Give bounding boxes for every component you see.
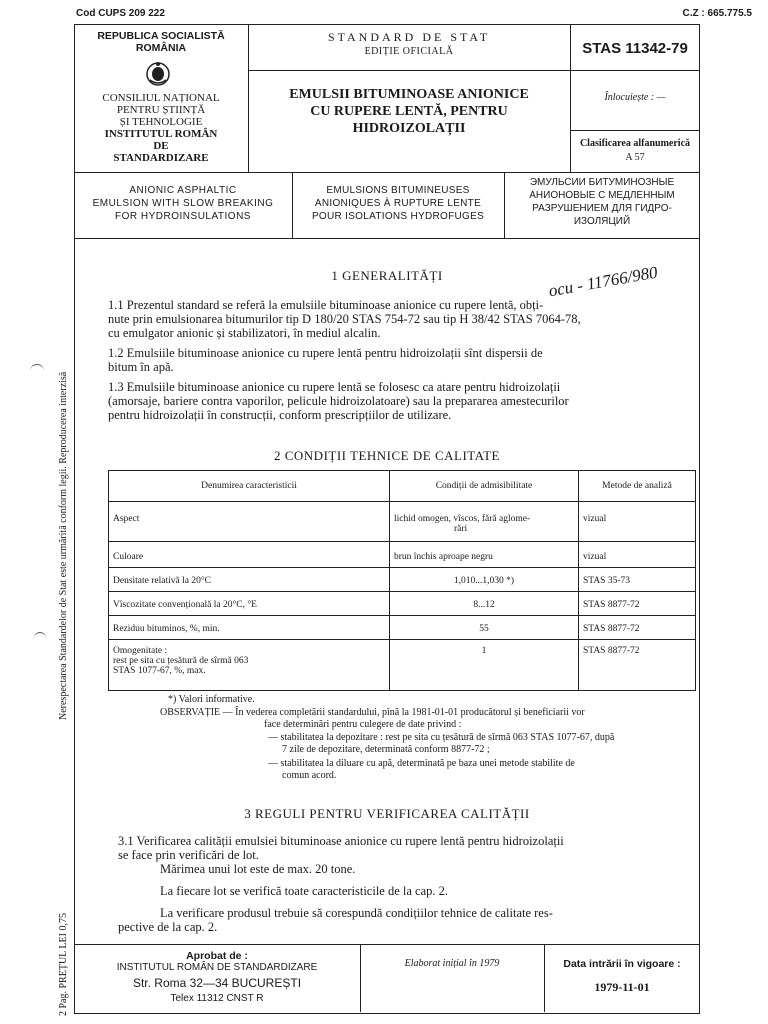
quality-conditions-table — [108, 470, 696, 691]
effective-date-label: Data intrării în vigoare : — [563, 958, 681, 970]
copyright-notice: Nerespectarea Standardelor de Stat este urmărită conform legii. Reproducerea interzisă — [58, 371, 69, 720]
admissibility-condition: 1,010...1,030 *) — [390, 568, 579, 592]
table-header-cell: Metode de analiză — [579, 471, 696, 502]
table-header-cell: Condiții de admisibilitate — [390, 471, 579, 502]
paragraph-1-1: 1.1 Prezentul standard se referă la emulsiile bituminoase anionice cu rupere lentă, obți- nute prin emulsionarea bitumurilor tip D 180/20 STAS 754-72 sau tip H 38/42 STAS 7064-78, cu emulgator anionic și stabilizatori, în mediul alcalin. — [108, 298, 581, 340]
section-1-title: 1 GENERALITĂȚI — [331, 268, 443, 283]
section-3-title: 3 REGULI PENTRU VERIFICAREA CALITĂȚII — [244, 806, 530, 821]
section-2-title: 2 CONDIȚII TEHNICE DE CALITATE — [273, 448, 500, 463]
classification-cz: C.Z : 665.775.5 — [682, 8, 752, 19]
edition-label: EDIȚIE OFICIALĂ — [364, 46, 454, 57]
paragraph-3-compliance: La verificare produsul trebuie să corespundă condițiilor tehnice de calitate res- pective de la cap. 2. — [118, 906, 553, 934]
observation: OBSERVAȚIE — În vederea completării standardului, pînă la 1981-01-01 producătorul și beneficiarii vor face determinări pentru culegere de date privind : — [160, 707, 585, 730]
stas-code: STAS 11342-79 — [582, 40, 688, 57]
admissibility-condition: lichid omogen, vîscos, fără aglome- rări — [390, 502, 579, 542]
observation-bullet: — stabilitatea la diluare cu apă, determinată pe baza unei metode stabilite de comun acord. — [268, 758, 575, 781]
table-row — [109, 616, 696, 640]
characteristic-name: Omogenitate : rest pe sita cu țesătură de sîrmă 063 STAS 1077-67, %, max. — [109, 640, 390, 691]
classification-value: A 57 — [625, 152, 645, 163]
paragraph-3-1: 3.1 Verificarea calității emulsiei bituminoase anionice cu rupere lentă pentru hidroizolații se face prin verificări de lot. — [118, 834, 564, 862]
admissibility-condition: 55 — [390, 616, 579, 640]
russian-title: ЭМУЛЬСИИ БИТУМИНОЗНЫЕ АНИОНОВЫЕ С МЕДЛЕННЫМ РАЗРУШЕНИЕМ ДЛЯ ГИДРО- ИЗОЛЯЦИЙ — [529, 177, 675, 227]
institute-name: INSTITUTUL ROMÂN DE STANDARDIZARE — [104, 128, 218, 164]
document-code: Cod CUPS 209 222 — [76, 8, 165, 19]
table-row — [109, 502, 696, 542]
admissibility-condition: 1 — [390, 640, 579, 691]
table-row — [109, 568, 696, 592]
classification-label: Clasificarea alfanumerică — [579, 138, 691, 149]
french-title: EMULSIONS BITUMINEUSES ANIONIQUES À RUPTURE LENTE POUR ISOLATIONS HYDROFUGES — [311, 185, 485, 222]
paragraph-3-lot-size: Mărimea unui lot este de max. 20 tone. — [160, 862, 356, 876]
analysis-method: STAS 8877-72 — [579, 592, 696, 616]
table-row — [109, 640, 696, 691]
observation-bullet: — stabilitatea la depozitare : rest pe sita cu țesătură de sîrmă 063 STAS 1077-67, după 7 zile de depozitare, determinată conform 8877-72 ; — [268, 732, 615, 755]
replaces-note: Înlocuiește : — — [604, 92, 666, 103]
characteristic-name: Reziduu bituminos, %, min. — [109, 616, 390, 640]
analysis-method: vizual — [579, 542, 696, 568]
table-header-row — [109, 471, 696, 502]
table-row — [109, 542, 696, 568]
address: Str. Roma 32—34 BUCUREȘTI — [132, 976, 302, 990]
paragraph-3-characteristics: La fiecare lot se verifică toate caracteristicile de la cap. 2. — [160, 884, 449, 898]
standard-label: STANDARD DE STAT — [327, 30, 491, 44]
table-footnote: *) Valori informative. — [168, 694, 255, 705]
approved-organization: INSTITUTUL ROMÂN DE STANDARDIZARE — [116, 962, 318, 973]
handwritten-note: ocu - 11766/980 — [547, 262, 659, 301]
elaboration-note: Elaborat inițial în 1979 — [404, 958, 500, 969]
analysis-method: vizual — [579, 502, 696, 542]
admissibility-condition: 8...12 — [390, 592, 579, 616]
paragraph-1-3: 1.3 Emulsiile bituminoase anionice cu rupere lentă se folosesc ca atare pentru hidroizolații (amorsaje, bariere contra vaporilor, pelicule hidroizolatoare) sau la prepararea amestecurilor pentru hidroizolații în construcții, conform prescripțiilor de utilizare. — [108, 380, 569, 422]
analysis-method: STAS 8877-72 — [579, 616, 696, 640]
approved-label: Aprobat de : — [186, 950, 248, 962]
document-title: EMULSII BITUMINOASE ANIONICE CU RUPERE LENTĂ, PENTRU HIDROIZOLAȚII — [289, 87, 529, 136]
table-row — [109, 592, 696, 616]
country-name: REPUBLICA SOCIALISTĂ ROMÂNIA — [97, 30, 225, 54]
characteristic-name: Aspect — [109, 502, 390, 542]
price-note: 2 Pag. PREȚUL LEI 0,75 — [58, 913, 69, 1016]
effective-date: 1979-11-01 — [594, 980, 650, 994]
characteristic-name: Vîscozitate convențională la 20°C, °E — [109, 592, 390, 616]
english-title: ANIONIC ASPHALTIC EMULSION WITH SLOW BREAKING FOR HYDROINSULATIONS — [92, 185, 274, 222]
margin-mark — [34, 632, 46, 641]
analysis-method: STAS 35-73 — [579, 568, 696, 592]
telex: Telex 11312 CNST R — [170, 993, 264, 1004]
analysis-method: STAS 8877-72 — [579, 640, 696, 691]
paragraph-1-2: 1.2 Emulsiile bituminoase anionice cu rupere lentă pentru hidroizolații sînt dispersii de bitum în apă. — [108, 346, 543, 374]
admissibility-condition: brun închis aproape negru — [390, 542, 579, 568]
table-header-cell: Denumirea caracteristicii — [109, 471, 390, 502]
margin-mark — [30, 364, 44, 373]
coat-of-arms-icon — [145, 60, 171, 86]
council-name: CONSILIUL NAȚIONAL PENTRU ȘTIINȚĂ ȘI TEHNOLOGIE — [102, 92, 220, 128]
characteristic-name: Densitate relativă la 20°C — [109, 568, 390, 592]
characteristic-name: Culoare — [109, 542, 390, 568]
observation-label: OBSERVAȚIE — — [160, 707, 233, 718]
